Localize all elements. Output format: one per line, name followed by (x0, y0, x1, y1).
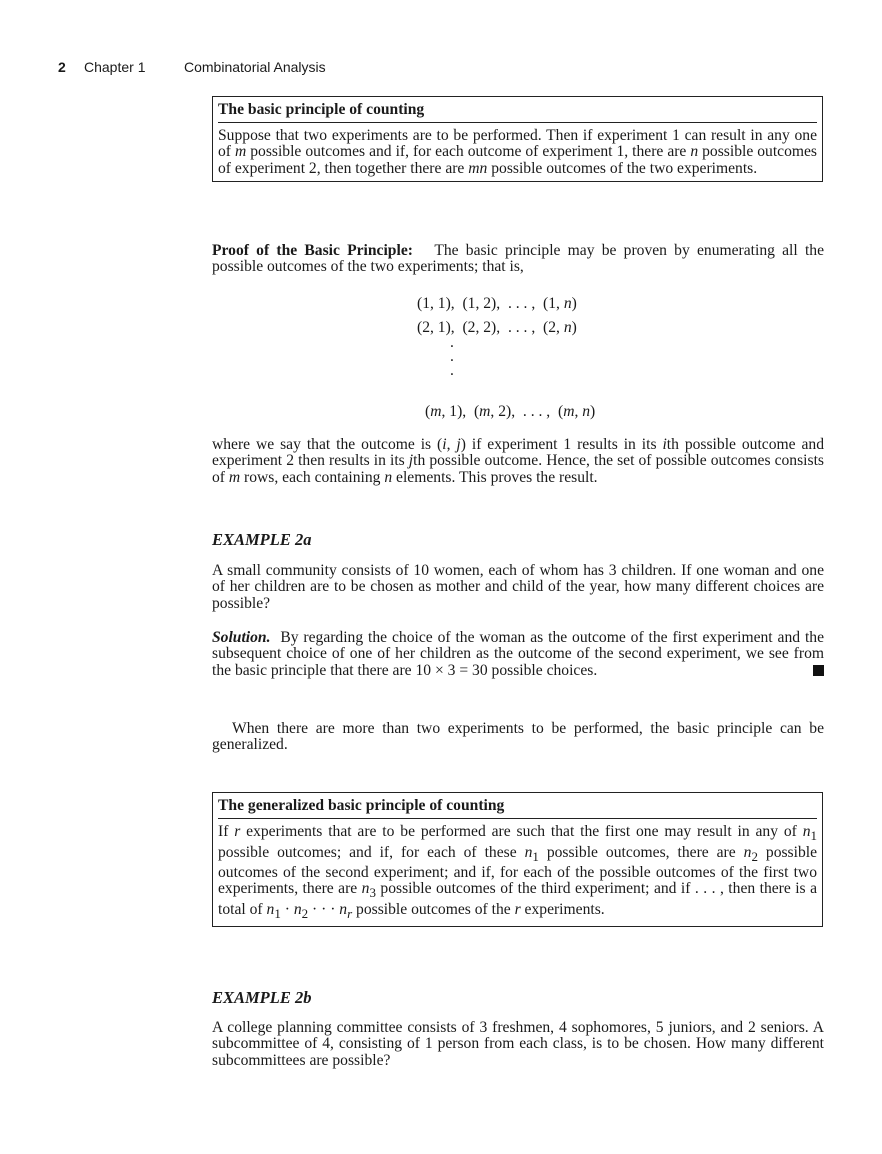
proof-paragraph (212, 243, 824, 276)
running-header (58, 59, 326, 75)
basic-principle-body: Suppose that two experiments are to be performed. Then if experiment 1 can result in any one of m possible outcomes and if, for each outcome of experiment 1, there are n possible outcomes of experiment 2, then together there are mn possible outcomes of the two experiments. (218, 127, 817, 177)
matrix-row-last: (m, 1), (m, 2), . . . , (m, n) (425, 403, 596, 420)
generalized-principle-body: If r experiments that are to be performed are such that the first one may result in any of $n_1$ possible outcomes; and if, for each of these $n_1$ possible outcomes, there are $n_2$ possible outcomes of the second experiment; and if, for each of the possible outcomes of the first two experiments, there are $n_3$ possible outcomes of the third experiment; and if . . . , then there is a total of $n_1 \cdot n_2$ · · · $n_r$ possible outcomes of the r experiments. (218, 823, 818, 922)
basic-principle-title: The basic principle of counting (218, 97, 817, 123)
proof-text: The basic principle may be proven by enumerating all the possible outcomes of the two experiments; that is, (212, 242, 824, 276)
vertical-ellipsis: . . . (450, 334, 454, 379)
chapter-label: Chapter 1 (84, 59, 146, 75)
example-2b-title: EXAMPLE 2b (212, 988, 312, 1007)
page-number: 2 (58, 59, 66, 75)
chapter-title: Combinatorial Analysis (184, 59, 326, 75)
solution-label: Solution. (212, 629, 271, 646)
example-2a-question: A small community consists of 10 women, each of whom has 3 children. If one woman and one of her children are to be chosen as mother and child of the year, how many different choices are possible? (212, 562, 824, 612)
basic-principle-box (212, 96, 823, 182)
end-of-proof-square (813, 665, 824, 676)
example-2a-solution (212, 630, 824, 679)
example-2b-question: A college planning committee consists of 3 freshmen, 4 sophomores, 5 juniors, and 2 seniors. A subcommittee of 4, consisting of 1 person from each class, is to be chosen. How many different subcommittees are possible? (212, 1019, 824, 1069)
generalized-principle-title: The generalized basic principle of counting (218, 793, 817, 819)
proof-label: Proof of the Basic Principle: (212, 242, 413, 259)
example-2a-title: EXAMPLE 2a (212, 530, 312, 549)
generalized-principle-box (212, 792, 823, 927)
generalize-paragraph: When there are more than two experiments to be performed, the basic principle can be generalized. (212, 720, 824, 754)
matrix-row-1: (1, 1), (1, 2), . . . , (1, n) (417, 295, 577, 312)
outcome-explanation: where we say that the outcome is (i, j) if experiment 1 results in its ith possible outcome and experiment 2 then results in its jth possible outcome. Hence, the set of possible outcomes consists of m rows, each containing n elements. This proves the result. (212, 436, 824, 486)
matrix-row-2: (2, 1), (2, 2), . . . , (2, n) (417, 319, 577, 336)
solution-text: By regarding the choice of the woman as the outcome of the first experiment and the subsequent choice of one of her children as the outcome of the second experiment, we see from the basic principle that there are 10 × 3 = 30 possible choices. (212, 629, 824, 679)
